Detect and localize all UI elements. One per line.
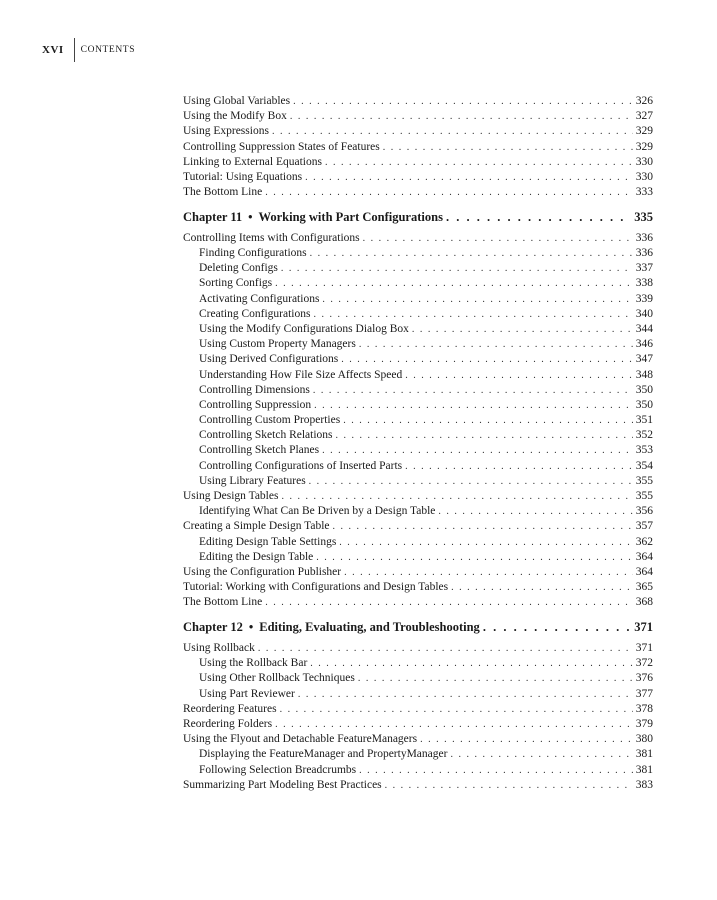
entry-title: Controlling Suppression: [199, 398, 312, 411]
leader-dots: [293, 94, 633, 109]
entry-page: 377: [635, 687, 653, 700]
toc-entry[interactable]: [183, 155, 653, 170]
chapter-number: Chapter 12: [183, 620, 243, 634]
toc-subentry[interactable]: [183, 246, 653, 261]
toc-subentry[interactable]: [183, 322, 653, 337]
toc-subentry[interactable]: [183, 459, 653, 474]
leader-dots: [363, 231, 633, 246]
toc-subentry[interactable]: [183, 292, 653, 307]
leader-dots: [438, 504, 632, 519]
entry-title: Using Rollback: [183, 642, 255, 654]
table-of-contents: [183, 94, 653, 793]
entry-title: Reordering Features: [183, 702, 277, 715]
section-title: CONTENTS: [80, 45, 136, 55]
toc-entry[interactable]: [183, 231, 653, 246]
entry-title: Using Part Reviewer: [199, 687, 295, 700]
chapter-bullet: •: [248, 209, 253, 224]
toc-entry[interactable]: [183, 519, 653, 534]
chapter-heading-11[interactable]: [183, 210, 653, 228]
entry-page: 365: [635, 581, 653, 594]
entry-page: 330: [635, 170, 653, 183]
entry-page: 355: [635, 474, 653, 487]
leader-dots: [310, 246, 633, 261]
chapter-12-entries: [183, 641, 653, 793]
entry-page: 372: [635, 657, 653, 670]
toc-subentry[interactable]: [183, 656, 653, 671]
entry-title: Controlling Sketch Planes: [199, 444, 320, 457]
entry-title: Controlling Sketch Relations: [199, 429, 333, 442]
entry-page: 353: [635, 444, 653, 457]
entry-title: Controlling Custom Properties: [199, 414, 341, 427]
leader-dots: [275, 276, 633, 291]
leader-dots: [385, 778, 633, 793]
entry-title: Controlling Items with Configurations: [183, 231, 360, 244]
chapter-number: Chapter 11: [183, 209, 243, 224]
chapter-title: Working with Part Configurations: [258, 209, 443, 224]
entry-title: Using Global Variables: [183, 95, 291, 107]
entry-title: Displaying the FeatureManager and PropertyManager: [199, 748, 448, 761]
entry-title: The Bottom Line: [183, 186, 263, 199]
entry-page: 364: [635, 565, 653, 578]
leader-dots: [325, 155, 633, 170]
toc-entry[interactable]: [183, 580, 653, 595]
leader-dots: [322, 443, 633, 458]
leader-dots: [405, 368, 633, 383]
entry-title: Using Expressions: [183, 125, 269, 138]
toc-entry[interactable]: [183, 641, 653, 656]
leader-dots: [344, 565, 633, 580]
leader-dots: [339, 535, 632, 550]
chapter-title: Editing, Evaluating, and Troubleshooting: [259, 620, 480, 634]
entry-page: 350: [635, 398, 653, 411]
entry-title: Using the Modify Box: [183, 110, 287, 123]
toc-entry[interactable]: [183, 732, 653, 747]
running-header: [42, 38, 135, 62]
entry-page: 348: [635, 368, 653, 381]
toc-entry[interactable]: [183, 717, 653, 732]
toc-subentry[interactable]: [183, 671, 653, 686]
toc-entry[interactable]: [183, 565, 653, 580]
leader-dots: [341, 352, 632, 367]
leader-dots: [258, 641, 633, 656]
entry-page: 376: [635, 672, 653, 685]
leader-dots: [405, 459, 633, 474]
entry-page: 337: [635, 262, 653, 275]
leader-dots: [343, 413, 633, 428]
entry-page: 352: [635, 429, 653, 442]
entry-title: Using Design Tables: [183, 490, 279, 502]
entry-title: Following Selection Breadcrumbs: [199, 763, 357, 776]
entry-title: Deleting Configs: [199, 262, 278, 275]
entry-page: 329: [635, 140, 653, 153]
leader-dots: [310, 656, 632, 671]
entry-title: Linking to External Equations: [183, 155, 322, 168]
entry-title: Finding Configurations: [199, 247, 307, 259]
entry-page: 381: [635, 763, 653, 776]
entry-page: 340: [635, 307, 653, 320]
toc-entry[interactable]: [183, 489, 653, 504]
leader-dots: [281, 261, 633, 276]
toc-subentry[interactable]: [183, 352, 653, 367]
toc-subentry[interactable]: [183, 398, 653, 413]
entry-title: Editing Design Table Settings: [199, 535, 337, 548]
leader-dots: [313, 383, 633, 398]
entry-page: 379: [635, 717, 653, 730]
toc-block-continued: [183, 94, 653, 200]
entry-title: Controlling Suppression States of Features: [183, 140, 380, 153]
entry-title: Using Library Features: [199, 474, 306, 487]
chapter-page: 335: [634, 209, 653, 224]
entry-page: 380: [635, 733, 653, 746]
toc-subentry[interactable]: [183, 763, 653, 778]
entry-page: 336: [635, 247, 653, 259]
toc-subentry[interactable]: [183, 747, 653, 762]
chapter-page: 371: [634, 620, 653, 634]
entry-title: Creating Configurations: [199, 307, 311, 320]
leader-dots: [313, 307, 632, 322]
toc-entry[interactable]: [183, 140, 653, 155]
entry-title: The Bottom Line: [183, 596, 263, 609]
leader-dots: [265, 185, 633, 200]
entry-page: 381: [635, 748, 653, 761]
toc-subentry[interactable]: [183, 383, 653, 398]
entry-title: Reordering Folders: [183, 717, 273, 730]
leader-dots: [281, 489, 632, 504]
entry-title: Using the Rollback Bar: [199, 657, 308, 670]
toc-subentry[interactable]: [183, 337, 653, 352]
toc-subentry[interactable]: [183, 443, 653, 458]
toc-subentry[interactable]: [183, 535, 653, 550]
toc-subentry[interactable]: [183, 687, 653, 702]
leader-dots: [359, 763, 633, 778]
toc-subentry[interactable]: [183, 307, 653, 322]
leader-dots: [275, 717, 633, 732]
leader-dots: [336, 428, 633, 443]
chapter-11-entries: [183, 231, 653, 611]
leader-dots: [358, 671, 633, 686]
leader-dots: [333, 519, 633, 534]
leader-dots: [314, 398, 633, 413]
entry-title: Understanding How File Size Affects Speed: [199, 368, 403, 381]
leader-dots: [483, 620, 631, 635]
entry-page: 356: [635, 505, 653, 518]
leader-dots: [383, 140, 633, 155]
entry-page: 339: [635, 292, 653, 305]
leader-dots: [272, 124, 633, 139]
entry-title: Identifying What Can Be Driven by a Design Table: [199, 505, 436, 518]
entry-page: 351: [635, 414, 653, 427]
entry-title: Using Other Rollback Techniques: [199, 672, 355, 685]
leader-dots: [412, 322, 633, 337]
leader-dots: [265, 595, 633, 610]
toc-subentry[interactable]: [183, 413, 653, 428]
entry-page: 383: [635, 778, 653, 791]
entry-page: 346: [635, 338, 653, 351]
entry-page: 350: [635, 383, 653, 396]
entry-page: 336: [635, 231, 653, 244]
toc-entry[interactable]: [183, 595, 653, 610]
leader-dots: [420, 732, 633, 747]
toc-entry[interactable]: [183, 702, 653, 717]
leader-dots: [280, 702, 633, 717]
entry-title: Tutorial: Working with Configurations and Design Tables: [183, 581, 449, 594]
chapter-bullet: •: [248, 620, 254, 634]
chapter-heading-12[interactable]: [183, 620, 653, 638]
leader-dots: [359, 337, 633, 352]
entry-title: Summarizing Part Modeling Best Practices: [183, 778, 382, 791]
entry-title: Sorting Configs: [199, 277, 273, 290]
entry-title: Using the Flyout and Detachable FeatureManagers: [183, 733, 418, 746]
entry-page: 344: [635, 322, 653, 335]
header-divider: [74, 38, 75, 62]
leader-dots: [298, 687, 633, 702]
entry-page: 330: [635, 155, 653, 168]
toc-subentry[interactable]: [183, 504, 653, 519]
entry-title: Activating Configurations: [199, 292, 320, 305]
entry-title: Using the Configuration Publisher: [183, 565, 342, 578]
entry-title: Controlling Dimensions: [199, 383, 310, 396]
entry-title: Tutorial: Using Equations: [183, 170, 303, 183]
toc-entry[interactable]: [183, 170, 653, 185]
toc-entry[interactable]: [183, 124, 653, 139]
entry-page: 326: [635, 95, 653, 107]
entry-title: Controlling Configurations of Inserted Parts: [199, 459, 403, 472]
leader-dots: [322, 292, 632, 307]
toc-subentry[interactable]: [183, 261, 653, 276]
entry-page: 368: [635, 596, 653, 609]
entry-page: 378: [635, 702, 653, 715]
entry-page: 354: [635, 459, 653, 472]
toc-subentry[interactable]: [183, 368, 653, 383]
entry-page: 362: [635, 535, 653, 548]
leader-dots: [290, 109, 633, 124]
toc-entry[interactable]: [183, 109, 653, 124]
entry-title: Editing the Design Table: [199, 550, 314, 563]
entry-page: 357: [635, 520, 653, 533]
leader-dots: [305, 170, 633, 185]
leader-dots: [309, 474, 633, 489]
entry-title: Creating a Simple Design Table: [183, 520, 330, 533]
leader-dots: [451, 580, 633, 595]
entry-page: 333: [635, 186, 653, 199]
toc-subentry[interactable]: [183, 550, 653, 565]
entry-page: 329: [635, 125, 653, 138]
entry-page: 338: [635, 277, 653, 290]
toc-subentry[interactable]: [183, 428, 653, 443]
entry-title: Using Derived Configurations: [199, 353, 339, 366]
toc-entry[interactable]: [183, 185, 653, 200]
toc-subentry[interactable]: [183, 474, 653, 489]
leader-dots: [450, 747, 632, 762]
entry-title: Using Custom Property Managers: [199, 338, 356, 351]
leader-dots: [446, 210, 631, 225]
toc-entry[interactable]: [183, 778, 653, 793]
leader-dots: [316, 550, 632, 565]
entry-page: 371: [635, 642, 653, 654]
toc-entry[interactable]: [183, 94, 653, 109]
toc-subentry[interactable]: [183, 276, 653, 291]
page-number: XVI: [42, 44, 64, 56]
entry-title: Using the Modify Configurations Dialog Box: [199, 322, 409, 335]
entry-page: 347: [635, 353, 653, 366]
entry-page: 364: [635, 550, 653, 563]
entry-page: 355: [635, 490, 653, 502]
entry-page: 327: [635, 110, 653, 123]
